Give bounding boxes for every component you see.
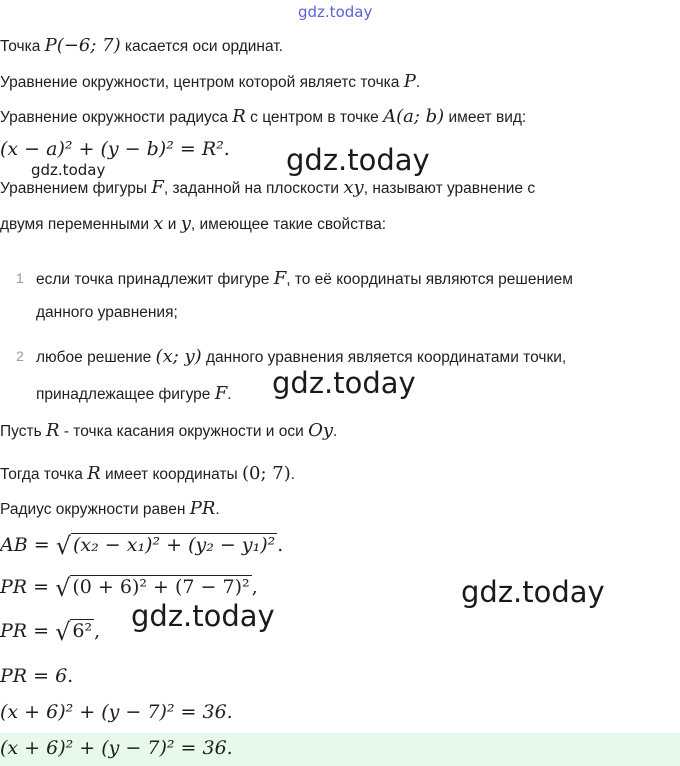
watermark-2: gdz.today bbox=[31, 161, 106, 179]
text-line-radius: Радиус окружности равен PR. bbox=[0, 498, 220, 519]
text-line-5: Уравнением фигуры F, заданной на плоскости xy, называют уравнение с bbox=[0, 177, 536, 198]
watermark-1: gdz.today bbox=[286, 143, 430, 177]
list-item-2-line-2: принадлежащее фигуре F. bbox=[36, 383, 232, 404]
circle-equation-general: (x − a)² + (y − b)² = R². bbox=[0, 138, 230, 160]
pr-formula-simplified: PR = √ 6² , bbox=[0, 618, 101, 646]
pr-formula-substituted: PR = √ (0 + 6)² + (7 − 7)² , bbox=[0, 574, 258, 602]
text-line-coordinates: Тогда точка R имеет координаты (0; 7). bbox=[0, 463, 296, 484]
watermark-4: gdz.today bbox=[461, 575, 605, 609]
circle-equation: (x + 6)² + (y − 7)² = 36. bbox=[0, 701, 233, 723]
list-item-1-line-1: если точка принадлежит фигуре F, то её координаты являются решением bbox=[36, 268, 573, 289]
text-line-2: Уравнение окружности, центром которой являетс точка P. bbox=[0, 71, 421, 92]
text-line-6: двумя переменными x и y, имеющее такие свойства: bbox=[0, 213, 387, 234]
text-line-3: Уравнение окружности радиуса R с центром в точке A(a; b) имеет вид: bbox=[0, 106, 527, 127]
answer-equation: (x + 6)² + (y − 7)² = 36. bbox=[0, 737, 233, 759]
list-number-1: 1 bbox=[16, 270, 24, 286]
watermark-3: gdz.today bbox=[272, 366, 416, 400]
list-item-2-line-1: любое решение (x; y) данного уравнения является координатами точки, bbox=[36, 346, 567, 367]
text-line-1: Точка P(−6; 7) касается оси ординат. bbox=[0, 35, 283, 56]
watermark-top: gdz.today bbox=[298, 3, 373, 21]
list-number-2: 2 bbox=[16, 348, 24, 364]
pr-result: PR = 6. bbox=[0, 665, 74, 687]
list-item-1-line-2: данного уравнения; bbox=[36, 304, 178, 321]
distance-formula: AB = √ (x₂ − x₁)² + (y₂ − y₁)² . bbox=[0, 532, 284, 560]
watermark-5: gdz.today bbox=[131, 599, 275, 633]
text-line-touch-point: Пусть R - точка касания окружности и оси Oy. bbox=[0, 420, 338, 441]
